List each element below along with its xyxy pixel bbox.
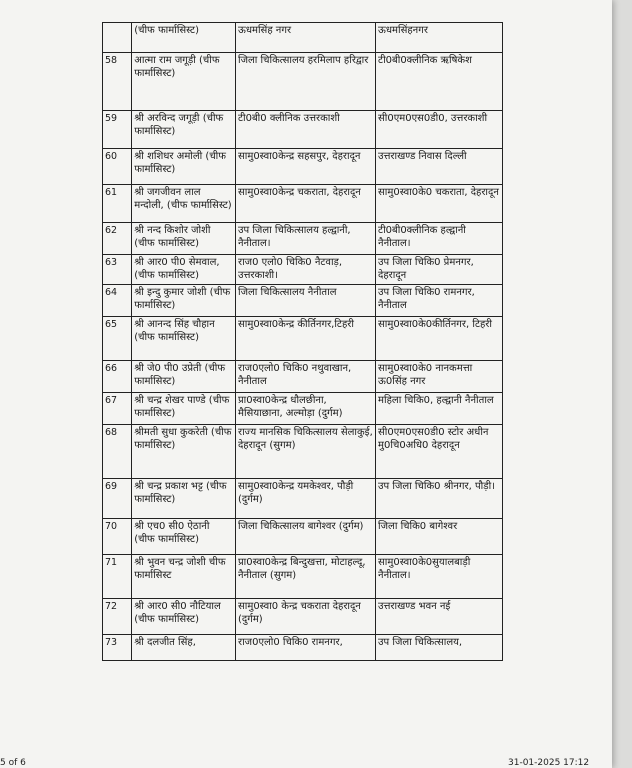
employee-name-cell: श्री आर0 सी0 नौटियाल (चीफ फार्मासिस्ट)	[132, 599, 236, 635]
serial-number-cell: 68	[103, 425, 132, 479]
posted-place-cell: राज0 एलो0 चिकि0 नैटवाड़, उत्तरकाशी।	[235, 255, 375, 285]
employee-name-cell: श्री आनन्द सिंह चौहान (चीफ फार्मासिस्ट)	[132, 317, 236, 361]
serial-number-cell: 64	[103, 285, 132, 317]
transfer-place-cell: उप जिला चिकित्सालय,	[376, 635, 503, 661]
table-row	[103, 255, 503, 285]
table-row	[103, 317, 503, 361]
posted-place-cell: राज0एलो0 चिकि0 रामनगर,	[235, 635, 375, 661]
employee-name-cell: श्री भुवन चन्द्र जोशी चीफ फार्मासिस्ट	[132, 555, 236, 599]
transfer-place-cell: सामु0स्वा0के0सुयालबाड़ी नैनीताल।	[376, 555, 503, 599]
employee-name-cell: श्री शशिधर अमोली (चीफ फार्मासिस्ट)	[132, 149, 236, 185]
transfer-place-cell: सी0एम0एस0डी0 स्टोर अधीन मु0चि0अधि0 देहरादून	[376, 425, 503, 479]
table-row	[103, 53, 503, 111]
posted-place-cell: प्रा0स्वा0केन्द्र बिन्दुखत्ता, मोटाहल्दू, नैनीताल (सुगम)	[235, 555, 375, 599]
table-row	[103, 479, 503, 519]
serial-number-cell: 66	[103, 361, 132, 393]
serial-number-cell: 67	[103, 393, 132, 425]
transfer-place-cell: टी0बी0क्लीनिक ऋषिकेश	[376, 53, 503, 111]
transfer-place-cell: सामु0स्वा0के0 नानकमत्ता ऊ0सिंह नगर	[376, 361, 503, 393]
posted-place-cell: सामु0स्वा0केन्द्र कीर्तिनगर,टिहरी	[235, 317, 375, 361]
serial-number-cell	[103, 23, 132, 53]
serial-number-cell: 73	[103, 635, 132, 661]
posted-place-cell: ऊधमसिंह नगर	[235, 23, 375, 53]
serial-number-cell: 62	[103, 223, 132, 255]
posted-place-cell: सामु0स्वा0केन्द्र सहसपुर, देहरादून	[235, 149, 375, 185]
transfer-place-cell: उप जिला चिकि0 रामनगर, नैनीताल	[376, 285, 503, 317]
transfer-place-cell: सामु0स्वा0के0 चकराता, देहरादून	[376, 185, 503, 223]
employee-name-cell: श्री चन्द्र प्रकाश भट्ट (चीफ फार्मासिस्ट)	[132, 479, 236, 519]
employee-name-cell: श्री आर0 पी0 सेमवाल, (चीफ फार्मासिस्ट)	[132, 255, 236, 285]
table-row	[103, 599, 503, 635]
transfer-place-cell: उप जिला चिकि0 प्रेमनगर, देहरादून	[376, 255, 503, 285]
table-row	[103, 519, 503, 555]
employee-name-cell: आत्मा राम जगूड़ी (चीफ फार्मासिस्ट)	[132, 53, 236, 111]
page-number: 5 of 6	[0, 758, 26, 768]
posted-place-cell: जिला चिकित्सालय बागेश्वर (दुर्गम)	[235, 519, 375, 555]
employee-name-cell: श्रीमती सुधा कुकरेती (चीफ फार्मासिस्ट)	[132, 425, 236, 479]
transfer-place-cell: महिला चिकि0, हल्द्वानी नैनीताल	[376, 393, 503, 425]
transfer-table	[102, 22, 503, 661]
table-row	[103, 425, 503, 479]
posted-place-cell: राज0एलो0 चिकि0 नथुवाखान, नैनीताल	[235, 361, 375, 393]
serial-number-cell: 72	[103, 599, 132, 635]
employee-name-cell: श्री जगजीवन लाल मन्दोली, (चीफ फार्मासिस्ट)	[132, 185, 236, 223]
serial-number-cell: 61	[103, 185, 132, 223]
serial-number-cell: 65	[103, 317, 132, 361]
serial-number-cell: 58	[103, 53, 132, 111]
employee-name-cell: श्री इन्दु कुमार जोशी (चीफ फार्मासिस्ट)	[132, 285, 236, 317]
employee-name-cell: श्री अरविन्द जगूड़ी (चीफ फार्मासिस्ट)	[132, 111, 236, 149]
serial-number-cell: 70	[103, 519, 132, 555]
posted-place-cell: राज्य मानसिक चिकित्सालय सेलाकुई, देहरादून (सुगम)	[235, 425, 375, 479]
employee-name-cell: श्री नन्द किशोर जोशी (चीफ फार्मासिस्ट)	[132, 223, 236, 255]
table-row	[103, 149, 503, 185]
table-row	[103, 361, 503, 393]
posted-place-cell: प्रा0स्वा0केन्द्र धौलछीना, मैसियाछाना, अल्मोड़ा (दुर्गम)	[235, 393, 375, 425]
transfer-place-cell: सी0एम0एस0डी0, उत्तरकाशी	[376, 111, 503, 149]
table-row	[103, 635, 503, 661]
posted-place-cell: उप जिला चिकित्सालय हल्द्वानी, नैनीताल।	[235, 223, 375, 255]
posted-place-cell: सामु0स्वा0केन्द्र चकराता, देहरादून	[235, 185, 375, 223]
posted-place-cell: टी0बी0 क्लीनिक उत्तरकाशी	[235, 111, 375, 149]
timestamp: 31-01-2025 17:12	[508, 758, 590, 768]
posted-place-cell: जिला चिकित्सालय हरमिलाप हरिद्वार	[235, 53, 375, 111]
table-row	[103, 555, 503, 599]
serial-number-cell: 69	[103, 479, 132, 519]
table-row	[103, 223, 503, 255]
employee-name-cell: (चीफ फार्मासिस्ट)	[132, 23, 236, 53]
serial-number-cell: 60	[103, 149, 132, 185]
serial-number-cell: 63	[103, 255, 132, 285]
transfer-place-cell: टी0बी0क्लीनिक हल्द्वानी नैनीताल।	[376, 223, 503, 255]
transfer-place-cell: जिला चिकि0 बागेश्वर	[376, 519, 503, 555]
table-row	[103, 23, 503, 53]
posted-place-cell: जिला चिकित्सालय नैनीताल	[235, 285, 375, 317]
employee-name-cell: श्री एच0 सी0 ऐठानी (चीफ फार्मासिस्ट)	[132, 519, 236, 555]
employee-name-cell: श्री दलजीत सिंह,	[132, 635, 236, 661]
posted-place-cell: सामु0स्वा0 केन्द्र चकराता देहरादून (दुर्गम)	[235, 599, 375, 635]
transfer-place-cell: उप जिला चिकि0 श्रीनगर, पौड़ी।	[376, 479, 503, 519]
table-row	[103, 393, 503, 425]
table-row	[103, 285, 503, 317]
serial-number-cell: 71	[103, 555, 132, 599]
table-row	[103, 185, 503, 223]
employee-name-cell: श्री जे0 पी0 उप्रेती (चीफ फार्मासिस्ट)	[132, 361, 236, 393]
transfer-place-cell: उत्तराखण्ड भवन नई	[376, 599, 503, 635]
transfer-place-cell: सामु0स्वा0के0कीर्तिनगर, टिहरी	[376, 317, 503, 361]
posted-place-cell: सामु0स्वा0केन्द्र यमकेश्वर, पौड़ी (दुर्गम)	[235, 479, 375, 519]
transfer-place-cell: ऊधमसिंहनगर	[376, 23, 503, 53]
transfer-place-cell: उत्तराखण्ड निवास दिल्ली	[376, 149, 503, 185]
table-row	[103, 111, 503, 149]
serial-number-cell: 59	[103, 111, 132, 149]
transfer-table-body	[103, 23, 503, 661]
employee-name-cell: श्री चन्द्र शेखर पाण्डे (चीफ फार्मासिस्ट)	[132, 393, 236, 425]
